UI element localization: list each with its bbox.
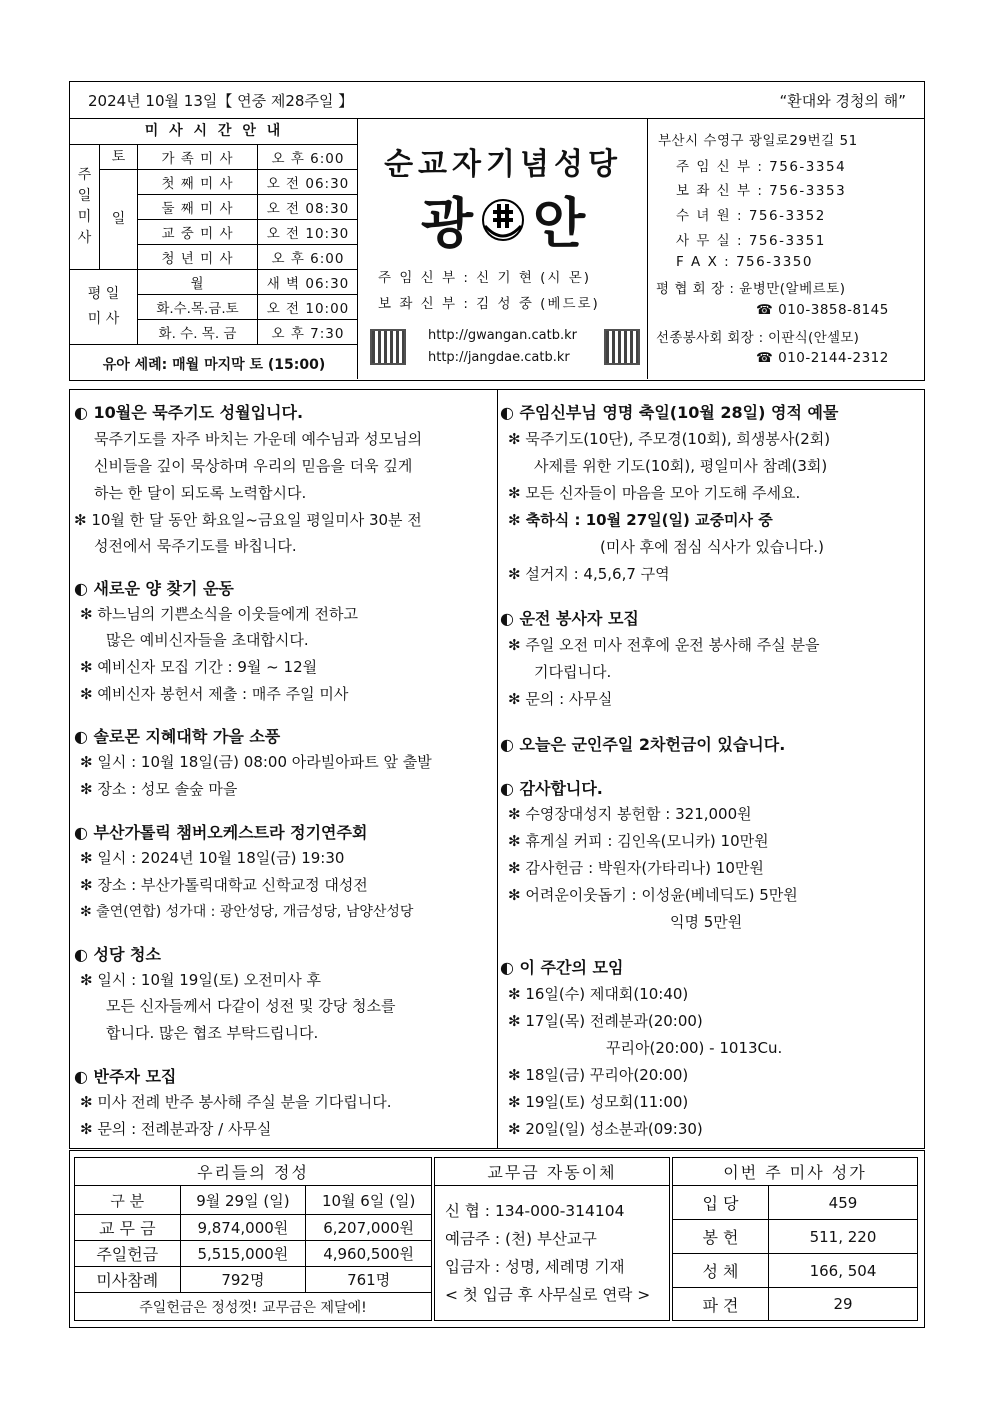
body-line: 모든 신자들께서 다같이 성전 및 강당 청소를 xyxy=(106,997,396,1015)
auto-transfer-info xyxy=(435,1186,670,1321)
section-heading: ◐ 오늘은 군인주일 2차헌금이 있습니다. xyxy=(500,735,786,754)
contact-info xyxy=(648,119,924,379)
mass-time: 새 벽 06:30 xyxy=(258,270,358,295)
body-line: ✻ 문의 : 전례분과장 / 사무실 xyxy=(80,1120,272,1138)
contact-line: 보 좌 신 부 : 756-3353 xyxy=(676,183,847,199)
body-line: 기다립니다. xyxy=(534,663,612,681)
mass-name: 화.수.목.금.토 xyxy=(138,295,258,320)
qr-code-icon[interactable] xyxy=(604,329,640,365)
finance-section xyxy=(69,1150,925,1328)
header xyxy=(69,119,925,381)
body-line: ✻ 19일(토) 성모회(11:00) xyxy=(508,1093,689,1111)
mass-name: 청 년 미 사 xyxy=(138,245,258,270)
hymn-number: 166, 504 xyxy=(769,1254,918,1288)
offering-title: 우리들의 정성 xyxy=(75,1158,432,1186)
announcements xyxy=(69,389,925,1149)
announcements-left xyxy=(70,390,498,1148)
announcements-right xyxy=(498,390,924,1148)
church-name: 광 안 xyxy=(420,191,586,255)
sunday-mass-label: 주 일 미 사 xyxy=(70,145,100,270)
church-subtitle: 순교자기념성당 xyxy=(384,147,622,182)
table-header: 9월 29일 (일) xyxy=(180,1186,306,1215)
section-heading: ◐ 성당 청소 xyxy=(74,945,161,964)
table-row-label: 미사참례 xyxy=(75,1267,181,1293)
section-heading: ◐ 주임신부님 영명 축일(10월 28일) 영적 예물 xyxy=(500,403,839,422)
section-heading: ◐ 반주자 모집 xyxy=(74,1067,177,1086)
weekday-mass-label: 평 일 미 사 xyxy=(70,270,138,345)
qr-code-icon[interactable] xyxy=(370,329,406,365)
body-line: ✻ 장소 : 부산가톨릭대학교 신학교정 대성전 xyxy=(80,876,368,894)
body-line: ✻ 축하식 : 10월 27일(일) 교중미사 중 xyxy=(508,511,773,529)
body-line: ✻ 출연(연합) 성가대 : 광안성당, 개금성당, 남양산성당 xyxy=(80,904,414,920)
body-line: 묵주기도를 자주 바치는 가운데 예수님과 성모님의 xyxy=(94,430,423,448)
section-heading: ◐ 부산가톨릭 챔버오케스트라 정기연주회 xyxy=(74,823,368,842)
hymn-label: 입 당 xyxy=(673,1186,769,1220)
auto-transfer-title: 교무금 자동이체 xyxy=(435,1158,670,1186)
table-cell: 6,207,000원 xyxy=(306,1215,432,1241)
body-line: 신비들을 깊이 묵상하며 우리의 믿음을 더욱 깊게 xyxy=(94,457,413,475)
funeral-service-president: 선종봉사회 회장 : 이판식(안셀모) xyxy=(656,330,860,346)
auto-transfer-table xyxy=(434,1157,670,1321)
contact-line: 주 임 신 부 : 756-3354 xyxy=(676,159,847,175)
body-line: ✻ 일시 : 10월 19일(토) 오전미사 후 xyxy=(80,971,322,989)
hymn-label: 성 체 xyxy=(673,1254,769,1288)
body-line: ✻ 장소 : 성모 솔숲 마을 xyxy=(80,780,238,798)
mass-time: 오 전 08:30 xyxy=(258,195,358,220)
section-heading: ◐ 운전 봉사자 모집 xyxy=(500,609,639,628)
auto-transfer-line: 입금자 : 성명, 세례명 기재 xyxy=(445,1258,625,1276)
website-link[interactable]: http://gwangan.catb.kr xyxy=(428,328,577,343)
table-cell: 9,874,000원 xyxy=(180,1215,306,1241)
sunday-label: 일 xyxy=(100,170,138,270)
table-row-label: 교 무 금 xyxy=(75,1215,181,1241)
auto-transfer-line: < 첫 입금 후 사무실로 연락 > xyxy=(445,1286,651,1304)
body-line: ✻ 주일 오전 미사 전후에 운전 봉사해 주실 분을 xyxy=(508,636,820,654)
body-line: ✻ 휴게실 커피 : 김인옥(모니카) 10만원 xyxy=(508,832,769,850)
body-line: ✻ 문의 : 사무실 xyxy=(508,690,613,708)
hymn-number: 29 xyxy=(769,1288,918,1321)
body-line: ✻ 수영장대성지 봉헌함 : 321,000원 xyxy=(508,805,752,823)
church-emblem-icon xyxy=(479,196,527,244)
body-line: ✻ 어려운이웃돕기 : 이성윤(베네딕도) 5만원 xyxy=(508,886,798,904)
body-line: 익명 5만원 xyxy=(670,913,743,931)
body-line: ✻ 17일(목) 전례분과(20:00) xyxy=(508,1012,703,1030)
motto: “환대와 경청의 해” xyxy=(779,91,906,110)
body-line: ✻ 감사헌금 : 박원자(가타리나) 10만원 xyxy=(508,859,764,877)
saturday-label: 토 xyxy=(100,145,138,170)
hymn-label: 파 견 xyxy=(673,1288,769,1321)
mass-name: 교 중 미 사 xyxy=(138,220,258,245)
offering-table xyxy=(74,1157,432,1321)
hymn-label: 봉 헌 xyxy=(673,1220,769,1254)
hymn-number: 459 xyxy=(769,1186,918,1220)
section-heading: ◐ 10월은 묵주기도 성월입니다. xyxy=(74,403,304,422)
contact-line: 수 녀 원 : 756-3352 xyxy=(676,208,826,224)
body-line: ✻ 20일(일) 성소분과(09:30) xyxy=(508,1120,703,1138)
offering-footer: 주일헌금은 정성껏! 교무금은 제달에! xyxy=(75,1293,432,1321)
mass-name: 가 족 미 사 xyxy=(138,145,258,170)
assistant-priest-name: 보 좌 신 부 : 김 성 중 (베드로) xyxy=(378,296,600,312)
body-line: ✻ 미사 전례 반주 봉사해 주실 분을 기다립니다. xyxy=(80,1093,392,1111)
council-president: 평 협 회 장 : 윤병만(알베르토) xyxy=(656,281,846,297)
council-phone: ☎ 010-3858-8145 xyxy=(756,302,889,318)
mass-time: 오 전 10:30 xyxy=(258,220,358,245)
infant-baptism-note: 유아 세례: 매월 마지막 토 (15:00) xyxy=(102,357,326,373)
mass-time: 오 후 6:00 xyxy=(258,245,358,270)
section-heading: ◐ 새로운 양 찾기 운동 xyxy=(74,579,234,598)
section-heading: ◐ 솔로몬 지혜대학 가을 소풍 xyxy=(74,727,281,746)
mass-time: 오 전 10:00 xyxy=(258,295,358,320)
body-line: ✻ 16일(수) 제대회(10:40) xyxy=(508,985,689,1003)
mass-time: 오 후 6:00 xyxy=(258,145,358,170)
auto-transfer-line: 예금주 : (천) 부산교구 xyxy=(445,1230,597,1248)
section-heading: ◐ 이 주간의 모임 xyxy=(500,958,624,977)
hymn-number: 511, 220 xyxy=(769,1220,918,1254)
body-line: 많은 예비신자들을 초대합시다. xyxy=(106,631,309,649)
body-line: ✻ 묵주기도(10단), 주모경(10회), 희생봉사(2회) xyxy=(508,430,831,448)
website-link[interactable]: http://jangdae.catb.kr xyxy=(428,350,570,365)
body-line: ✻ 예비신자 봉헌서 제출 : 매주 주일 미사 xyxy=(80,685,349,703)
mass-name: 둘 째 미 사 xyxy=(138,195,258,220)
mass-name: 월 xyxy=(138,270,258,295)
table-header: 구 분 xyxy=(75,1186,181,1215)
church-address: 부산시 수영구 광일로29번길 51 xyxy=(658,133,858,149)
funeral-service-phone: ☎ 010-2144-2312 xyxy=(756,350,889,366)
top-bar xyxy=(69,81,925,119)
priests-info xyxy=(378,265,600,317)
body-line: ✻ 예비신자 모집 기간 : 9월 ~ 12월 xyxy=(80,658,318,676)
mass-name: 첫 째 미 사 xyxy=(138,170,258,195)
auto-transfer-line: 신 협 : 134-000-314104 xyxy=(445,1202,625,1220)
church-title-block xyxy=(358,119,648,379)
body-line: ✻ 10월 한 달 동안 화요일~금요일 평일미사 30분 전 xyxy=(74,511,422,529)
mass-time: 오 전 06:30 xyxy=(258,170,358,195)
contact-line: F A X : 756-3350 xyxy=(676,254,813,270)
body-line: ✻ 설거지 : 4,5,6,7 구역 xyxy=(508,565,670,583)
body-line: ✻ 18일(금) 꾸리아(20:00) xyxy=(508,1066,689,1084)
pastor-name: 주 임 신 부 : 신 기 현 (시 몬) xyxy=(378,270,592,286)
table-cell: 4,960,500원 xyxy=(306,1241,432,1267)
table-header: 10월 6일 (일) xyxy=(306,1186,432,1215)
issue-date: 2024년 10월 13일【 연중 제28주일 】 xyxy=(88,91,354,110)
hymn-title: 이번 주 미사 성가 xyxy=(673,1158,918,1186)
body-line: ✻ 일시 : 2024년 10월 18일(금) 19:30 xyxy=(80,849,345,867)
body-line: 하는 한 달이 되도록 노력합시다. xyxy=(94,484,307,502)
body-line: 꾸리아(20:00) - 1013Cu. xyxy=(606,1039,783,1057)
table-cell: 5,515,000원 xyxy=(180,1241,306,1267)
body-line: (미사 후에 점심 식사가 있습니다.) xyxy=(600,538,824,556)
body-line: 합니다. 많은 협조 부탁드립니다. xyxy=(106,1024,319,1042)
mass-name: 화. 수. 목. 금 xyxy=(138,320,258,345)
mass-time: 오 후 7:30 xyxy=(258,320,358,345)
hymn-table xyxy=(672,1157,918,1321)
mass-schedule-title: 미 사 시 간 안 내 xyxy=(70,119,358,145)
contact-line: 사 무 실 : 756-3351 xyxy=(676,233,826,249)
table-cell: 792명 xyxy=(180,1267,306,1293)
website-links xyxy=(428,325,577,369)
body-line: ✻ 모든 신자들이 마음을 모아 기도해 주세요. xyxy=(508,484,801,502)
body-line: 성전에서 묵주기도를 바칩니다. xyxy=(94,537,297,555)
body-line: 사제를 위한 기도(10회), 평일미사 참례(3회) xyxy=(534,457,828,475)
mass-schedule xyxy=(70,119,358,379)
body-line: ✻ 하느님의 기쁜소식을 이웃들에게 전하고 xyxy=(80,605,358,623)
table-row-label: 주일헌금 xyxy=(75,1241,181,1267)
section-heading: ◐ 감사합니다. xyxy=(500,779,603,798)
table-cell: 761명 xyxy=(306,1267,432,1293)
body-line: ✻ 일시 : 10월 18일(금) 08:00 아라빌아파트 앞 출발 xyxy=(80,753,432,771)
